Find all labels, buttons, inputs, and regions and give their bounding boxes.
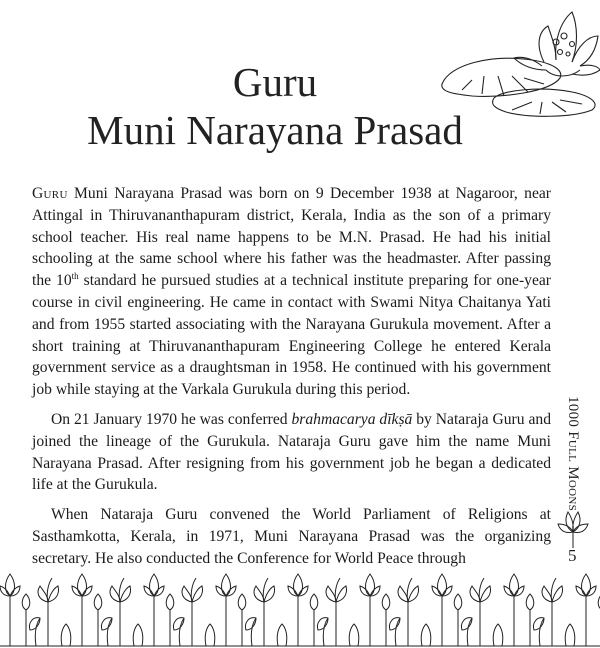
paragraph-2: On 21 January 1970 he was conferred brahmacarya dīkṣā by Nataraja Guru and joined the lineage of the Gurukula. Nataraja Guru gave him the name Muni Narayana Prasad. After resigning from his government job he began a dedicated life at the Gurukula. (32, 410, 551, 494)
title-line-1: Guru (232, 59, 318, 105)
title-line-2: Muni Narayana Prasad (87, 107, 463, 153)
lotus-border (0, 566, 600, 648)
lotus-bud-icon (556, 508, 590, 550)
lead-in: Guru (32, 185, 68, 202)
paragraph-3: When Nataraja Guru convened the World Parliament of Religions at Sasthamkotta, Kerala, in 1971, Muni Narayana Prasad was the organizing secretary. He also conducted the Conference for World Peace through (32, 506, 551, 567)
page-number: 5 (568, 546, 577, 565)
body-text (32, 183, 551, 578)
running-head: 1000 Full Moons (565, 396, 581, 512)
superscript: th (71, 271, 79, 281)
italic-term: brahmacarya dīkṣā (291, 410, 413, 428)
page-title (30, 58, 520, 154)
paragraph-1: Guru Muni Narayana Prasad was born on 9 December 1938 at Nagaroor, near Attingal in Thiruvananthapuram district, Kerala, India as the son of a primary school teacher. His real name happens to be M.N. Prasad. He had his initial schooling at the same school where his father was the headmaster. After passing the 10th standard he pursued studies at a technical institute preparing for one-year course in civil engineering. He came in contact with Swami Nitya Chaitanya Yati and from 1955 started associating with the Narayana Gurukula movement. After a short training at Thiruvananthapuram Engineering College he entered Kerala government service as a draughtsman in 1958. He continued with his government job while staying at the Varkala Gurukula during this period. (32, 185, 551, 399)
